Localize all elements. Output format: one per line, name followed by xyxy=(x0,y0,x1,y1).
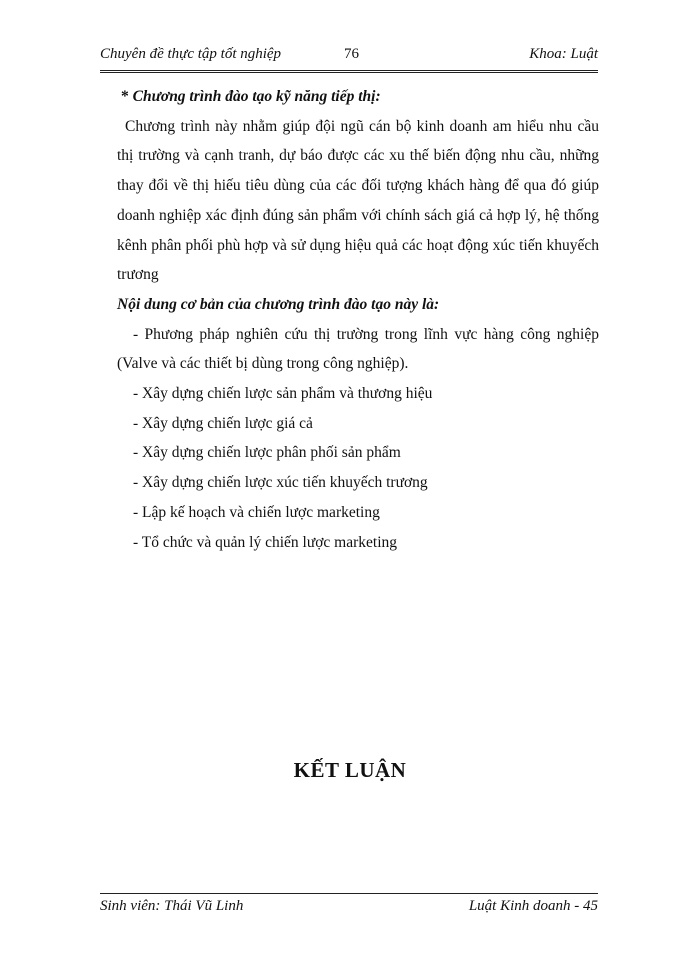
page-footer xyxy=(100,893,598,920)
list-item: - Lập kế hoạch và chiến lược marketing xyxy=(133,503,380,521)
header-page-number: 76 xyxy=(344,46,359,62)
list-item: - Xây dựng chiến lược phân phối sản phẩm xyxy=(133,444,401,462)
list-item: - Xây dựng chiến lược xúc tiến khuyếch trương xyxy=(133,474,428,492)
list-item: - Tổ chức và quản lý chiến lược marketing xyxy=(133,533,398,551)
footer-student: Sinh viên: Thái Vũ Linh xyxy=(100,898,244,914)
section-heading xyxy=(117,82,599,112)
content-subheading: Nội dung cơ bản của chương trình đào tạo này là: xyxy=(117,295,440,313)
main-content xyxy=(117,82,599,557)
section-heading-text: Chương trình đào tạo kỹ năng tiếp thị xyxy=(132,88,376,105)
section-bullet: * xyxy=(121,88,133,105)
footer-course: Luật Kinh doanh - 45 xyxy=(468,898,598,914)
conclusion-heading: KẾT LUẬN xyxy=(293,758,407,782)
section-paragraph: Chương trình này nhằm giúp đội ngũ cán bộ kinh doanh am hiểu nhu cầu thị trường và cạnh tranh, dự báo được các xu thế biến động nhu cầu, những thay đổi về thị hiếu tiêu dùng của các đối tượng khách hàng để qua đó giúp doanh nghiệp xác định đúng sản phẩm với chính sách giá cả hợp lý, hệ thống kênh phân phối phù hợp và sử dụng hiệu quả các hoạt động xúc tiến khuyếch trương xyxy=(117,117,599,284)
header-document-title: Chuyên đề thực tập tốt nghiệp xyxy=(100,46,282,62)
list-item: - Xây dựng chiến lược giá cả xyxy=(133,414,313,432)
list-item: - Xây dựng chiến lược sản phẩm và thương hiệu xyxy=(133,385,433,403)
section-heading-colon: : xyxy=(375,88,381,105)
header-faculty: Khoa: Luật xyxy=(529,46,598,62)
list-item: - Phương pháp nghiên cứu thị trường trong lĩnh vực hàng công nghiệp (Valve và các thiết bị dùng trong công nghiệp). xyxy=(117,325,599,373)
page-header xyxy=(100,42,598,73)
